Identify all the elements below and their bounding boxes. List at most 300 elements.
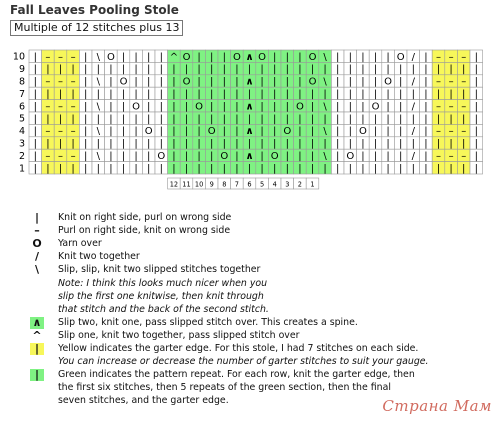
- chart-stitch-symbol: |: [96, 163, 100, 175]
- chart-stitch-symbol: |: [436, 89, 441, 100]
- chart-stitch-symbol: –: [461, 151, 467, 162]
- chart-stitch-symbol: –: [45, 151, 51, 162]
- chart-stitch-symbol: |: [411, 138, 415, 150]
- chart-stitch-symbol: |: [235, 138, 239, 150]
- chart-stitch-symbol: |: [298, 126, 302, 138]
- chart-stitch-symbol: O: [119, 76, 128, 88]
- chart-stitch-symbol: |: [33, 51, 37, 63]
- row-number: 9: [18, 64, 25, 76]
- chart-stitch-symbol: O: [308, 51, 317, 63]
- chart-stitch-symbol: |: [336, 163, 340, 175]
- column-number: 2: [297, 180, 303, 189]
- chart-stitch-symbol: |: [134, 76, 138, 88]
- chart-stitch-symbol: |: [235, 151, 239, 162]
- column-number: 4: [272, 180, 277, 189]
- chart-stitch-symbol: \: [323, 51, 327, 63]
- chart-stitch-symbol: |: [121, 64, 126, 76]
- chart-stitch-symbol: |: [109, 101, 113, 113]
- chart-stitch-symbol: |: [184, 138, 189, 150]
- chart-stitch-symbol: |: [210, 151, 214, 162]
- chart-stitch-symbol: O: [182, 76, 191, 88]
- legend-symbol: \: [34, 263, 40, 277]
- chart-stitch-symbol: |: [298, 64, 302, 76]
- chart-stitch-symbol: |: [147, 163, 151, 175]
- chart-stitch-symbol: –: [58, 76, 63, 88]
- chart-stitch-symbol: |: [247, 89, 252, 100]
- chart-stitch-symbol: |: [71, 64, 75, 76]
- chart-stitch-symbol: |: [147, 151, 151, 162]
- chart-stitch-symbol: \: [96, 151, 100, 162]
- chart-stitch-symbol: |: [121, 151, 126, 162]
- chart-stitch-symbol: |: [71, 89, 75, 100]
- column-number: 9: [209, 180, 214, 189]
- legend-symbol: –: [34, 224, 40, 238]
- chart-stitch-symbol: |: [210, 163, 214, 175]
- legend-text: that stitch and the back of the second stitch.: [58, 303, 269, 315]
- chart-stitch-symbol: ∧: [245, 101, 254, 113]
- chart-stitch-symbol: \: [96, 51, 100, 63]
- chart-stitch-symbol: |: [84, 101, 88, 113]
- legend-symbol: ^: [32, 328, 42, 342]
- legend-text: Knit two together: [58, 251, 140, 263]
- chart-stitch-symbol: |: [172, 64, 176, 76]
- chart-stitch-symbol: |: [436, 163, 441, 175]
- chart-stitch-symbol: |: [184, 89, 189, 100]
- legend-symbol: |: [30, 343, 44, 355]
- chart-stitch-symbol: |: [235, 163, 239, 175]
- chart-stitch-symbol: |: [121, 113, 126, 125]
- chart-stitch-symbol: |: [323, 163, 327, 175]
- chart-stitch-symbol: –: [461, 126, 467, 138]
- chart-stitch-symbol: |: [84, 64, 88, 76]
- chart-stitch-symbol: |: [285, 151, 289, 162]
- chart-stitch-symbol: |: [399, 113, 403, 125]
- legend-symbol: O: [32, 237, 42, 251]
- chart-stitch-symbol: |: [197, 151, 201, 162]
- chart-stitch-symbol: |: [210, 101, 214, 113]
- chart-stitch-symbol: |: [399, 126, 403, 138]
- chart-stitch-symbol: |: [147, 113, 151, 125]
- chart-stitch-symbol: |: [310, 64, 315, 76]
- chart-stitch-symbol: O: [371, 101, 380, 113]
- chart-stitch-symbol: |: [172, 101, 176, 113]
- chart-stitch-symbol: |: [172, 76, 176, 88]
- chart-stitch-symbol: \: [96, 126, 100, 138]
- chart-stitch-symbol: |: [399, 101, 403, 113]
- chart-stitch-symbol: –: [436, 76, 441, 88]
- chart-stitch-symbol: |: [386, 151, 390, 162]
- chart-stitch-symbol: –: [45, 76, 51, 88]
- chart-stitch-symbol: |: [134, 138, 138, 150]
- chart-stitch-symbol: O: [384, 76, 393, 88]
- chart-stitch-symbol: |: [197, 51, 201, 63]
- chart-stitch-symbol: |: [348, 64, 352, 76]
- chart-stitch-symbol: |: [273, 76, 277, 88]
- chart-stitch-symbol: O: [144, 126, 153, 138]
- chart-stitch-symbol: |: [134, 51, 138, 63]
- column-number: 3: [285, 180, 290, 189]
- chart-stitch-symbol: |: [361, 76, 365, 88]
- chart-stitch-symbol: |: [159, 126, 163, 138]
- chart-stitch-symbol: O: [258, 51, 267, 63]
- chart-stitch-symbol: |: [109, 76, 113, 88]
- chart-stitch-symbol: |: [424, 101, 428, 113]
- row-number: 2: [18, 150, 25, 162]
- chart-stitch-symbol: |: [222, 126, 226, 138]
- chart-stitch-symbol: |: [298, 163, 302, 175]
- chart-stitch-symbol: O: [132, 101, 141, 113]
- legend-text: You can increase or decrease the number of garter stitches to suit your gauge.: [58, 356, 429, 368]
- chart-stitch-symbol: –: [58, 151, 63, 162]
- chart-stitch-symbol: |: [361, 101, 365, 113]
- chart-stitch-symbol: |: [159, 101, 163, 113]
- chart-stitch-symbol: |: [235, 126, 239, 138]
- chart-stitch-symbol: |: [310, 113, 315, 125]
- chart-stitch-symbol: |: [109, 89, 113, 100]
- row-number: 10: [12, 51, 25, 63]
- chart-stitch-symbol: |: [361, 64, 365, 76]
- chart-stitch-symbol: |: [386, 138, 390, 150]
- chart-stitch-symbol: |: [399, 138, 403, 150]
- chart-stitch-symbol: |: [84, 76, 88, 88]
- chart-stitch-symbol: |: [285, 51, 289, 63]
- legend-text: slip the first one knitwise, then knit through: [58, 290, 264, 302]
- chart-stitch-symbol: |: [260, 151, 264, 162]
- chart-stitch-symbol: |: [172, 151, 176, 162]
- legend-text: Yarn over: [58, 238, 102, 250]
- chart-stitch-symbol: |: [121, 163, 126, 175]
- chart-stitch-symbol: O: [346, 151, 355, 162]
- chart-stitch-symbol: |: [336, 76, 340, 88]
- chart-stitch-symbol: |: [46, 89, 50, 100]
- chart-stitch-symbol: |: [222, 89, 226, 100]
- chart-stitch-symbol: |: [386, 89, 390, 100]
- chart-stitch-symbol: |: [285, 163, 289, 175]
- chart-stitch-symbol: |: [399, 163, 403, 175]
- chart-stitch-symbol: |: [348, 101, 352, 113]
- chart-stitch-symbol: |: [336, 64, 340, 76]
- chart-stitch-symbol: |: [361, 51, 365, 63]
- chart-stitch-symbol: O: [283, 126, 292, 138]
- chart-stitch-symbol: |: [323, 113, 327, 125]
- chart-stitch-symbol: |: [424, 163, 428, 175]
- chart-stitch-symbol: O: [157, 151, 166, 162]
- chart-stitch-symbol: |: [474, 51, 478, 63]
- column-number: 8: [222, 180, 227, 189]
- chart-stitch-symbol: |: [386, 101, 390, 113]
- chart-stitch-symbol: |: [235, 64, 239, 76]
- chart-stitch-symbol: |: [222, 113, 226, 125]
- chart-stitch-symbol: \: [96, 101, 100, 113]
- chart-stitch-symbol: |: [222, 51, 226, 63]
- chart-stitch-symbol: |: [172, 163, 176, 175]
- chart-stitch-symbol: |: [260, 64, 264, 76]
- chart-stitch-symbol: |: [247, 113, 252, 125]
- chart-stitch-symbol: –: [448, 101, 454, 113]
- chart-stitch-symbol: |: [273, 64, 277, 76]
- chart-stitch-symbol: |: [361, 138, 365, 150]
- chart-stitch-symbol: |: [172, 113, 176, 125]
- chart-stitch-symbol: |: [134, 113, 138, 125]
- chart-stitch-symbol: –: [448, 151, 454, 162]
- chart-stitch-symbol: |: [336, 113, 340, 125]
- chart-stitch-symbol: |: [210, 113, 214, 125]
- chart-stitch-symbol: |: [310, 101, 315, 113]
- chart-stitch-symbol: |: [336, 138, 340, 150]
- chart-stitch-symbol: –: [436, 126, 441, 138]
- chart-stitch-symbol: |: [235, 89, 239, 100]
- chart-stitch-symbol: –: [448, 51, 454, 63]
- chart-stitch-symbol: O: [232, 51, 241, 63]
- chart-stitch-symbol: |: [285, 64, 289, 76]
- chart-stitch-symbol: |: [134, 151, 138, 162]
- chart-stitch-symbol: –: [436, 51, 441, 63]
- chart-stitch-symbol: |: [462, 138, 466, 150]
- chart-stitch-symbol: |: [172, 138, 176, 150]
- row-number: 8: [18, 76, 25, 88]
- chart-stitch-symbol: |: [159, 64, 163, 76]
- chart-stitch-symbol: ∧: [245, 151, 254, 162]
- chart-stitch-symbol: |: [121, 138, 126, 150]
- chart-stitch-symbol: |: [273, 89, 277, 100]
- chart-stitch-symbol: |: [134, 89, 138, 100]
- chart-stitch-symbol: |: [46, 64, 50, 76]
- chart-stitch-symbol: O: [358, 126, 367, 138]
- chart-stitch-symbol: |: [424, 138, 428, 150]
- chart-stitch-symbol: –: [45, 101, 51, 113]
- chart-stitch-symbol: |: [373, 64, 378, 76]
- chart-stitch-symbol: |: [424, 64, 428, 76]
- row-number: 5: [18, 113, 25, 125]
- chart-stitch-symbol: |: [33, 101, 37, 113]
- chart-stitch-symbol: |: [33, 76, 37, 88]
- chart-stitch-symbol: |: [462, 113, 466, 125]
- chart-stitch-symbol: |: [436, 64, 441, 76]
- chart-stitch-symbol: |: [58, 163, 63, 175]
- chart-stitch-symbol: |: [386, 163, 390, 175]
- chart-stitch-symbol: |: [109, 126, 113, 138]
- chart-stitch-symbol: |: [46, 113, 50, 125]
- chart-stitch-symbol: O: [220, 151, 229, 162]
- chart-stitch-symbol: |: [84, 126, 88, 138]
- chart-stitch-symbol: |: [58, 64, 63, 76]
- chart-stitch-symbol: |: [235, 76, 239, 88]
- chart-stitch-symbol: |: [462, 163, 466, 175]
- chart-stitch-symbol: |: [184, 101, 189, 113]
- chart-stitch-symbol: –: [461, 76, 467, 88]
- chart-stitch-symbol: |: [33, 64, 37, 76]
- chart-stitch-symbol: |: [336, 89, 340, 100]
- chart-stitch-symbol: |: [46, 163, 50, 175]
- chart-stitch-symbol: |: [210, 138, 214, 150]
- chart-stitch-symbol: |: [348, 138, 352, 150]
- chart-stitch-symbol: |: [310, 163, 315, 175]
- chart-stitch-symbol: /: [411, 151, 415, 162]
- chart-stitch-symbol: |: [147, 76, 151, 88]
- chart-stitch-symbol: |: [33, 163, 37, 175]
- chart-stitch-symbol: |: [399, 76, 403, 88]
- chart-stitch-symbol: –: [70, 76, 76, 88]
- chart-stitch-symbol: |: [336, 101, 340, 113]
- chart-stitch-symbol: –: [45, 51, 51, 63]
- chart-stitch-symbol: |: [147, 138, 151, 150]
- chart-stitch-symbol: |: [260, 89, 264, 100]
- chart-stitch-symbol: |: [285, 138, 289, 150]
- chart-stitch-symbol: |: [260, 163, 264, 175]
- chart-stitch-symbol: ∧: [245, 126, 254, 138]
- column-number: 11: [182, 180, 191, 189]
- chart-stitch-symbol: |: [33, 151, 37, 162]
- legend-text: Yellow indicates the garter edge. For this stole, I had 7 stitches on each side.: [58, 343, 419, 354]
- knitting-chart: [0, 0, 500, 205]
- chart-stitch-symbol: |: [33, 89, 37, 100]
- chart-stitch-symbol: |: [386, 51, 390, 63]
- chart-stitch-symbol: |: [424, 76, 428, 88]
- chart-stitch-symbol: /: [411, 101, 415, 113]
- chart-stitch-symbol: |: [33, 138, 37, 150]
- chart-stitch-symbol: O: [308, 76, 317, 88]
- legend-text: Purl on right side, knit on wrong side: [58, 225, 231, 237]
- chart-stitch-symbol: |: [184, 126, 189, 138]
- chart-stitch-symbol: |: [71, 113, 75, 125]
- legend-symbol: |: [34, 211, 40, 224]
- chart-stitch-symbol: \: [323, 101, 327, 113]
- chart-stitch-symbol: |: [273, 51, 277, 63]
- legend-text: Green indicates the pattern repeat. For each row, knit the garter edge, then: [58, 369, 415, 381]
- row-number: 3: [18, 138, 25, 150]
- chart-stitch-symbol: |: [424, 51, 428, 63]
- chart-stitch-symbol: |: [210, 64, 214, 76]
- chart-stitch-symbol: /: [411, 51, 415, 63]
- chart-stitch-symbol: |: [273, 138, 277, 150]
- chart-stitch-symbol: |: [147, 89, 151, 100]
- chart-stitch-symbol: |: [285, 89, 289, 100]
- chart-stitch-symbol: |: [84, 89, 88, 100]
- chart-stitch-symbol: ∧: [245, 76, 254, 88]
- chart-stitch-symbol: |: [373, 138, 378, 150]
- chart-stitch-symbol: |: [222, 138, 226, 150]
- chart-stitch-symbol: |: [386, 64, 390, 76]
- chart-stitch-symbol: |: [474, 76, 478, 88]
- chart-stitch-symbol: |: [273, 113, 277, 125]
- legend-text: Note: I think this looks much nicer when you: [58, 277, 268, 289]
- chart-stitch-symbol: |: [197, 76, 201, 88]
- chart-stitch-symbol: |: [373, 163, 378, 175]
- chart-stitch-symbol: |: [474, 126, 478, 138]
- chart-stitch-symbol: |: [84, 113, 88, 125]
- chart-stitch-symbol: |: [436, 138, 441, 150]
- chart-stitch-symbol: |: [197, 126, 201, 138]
- chart-stitch-symbol: |: [411, 89, 415, 100]
- chart-stitch-symbol: ∧: [245, 51, 254, 63]
- chart-stitch-symbol: |: [310, 126, 315, 138]
- chart-stitch-symbol: –: [461, 101, 467, 113]
- chart-stitch-symbol: |: [260, 76, 264, 88]
- chart-stitch-symbol: O: [182, 51, 191, 63]
- chart-stitch-symbol: |: [424, 113, 428, 125]
- chart-stitch-symbol: |: [373, 51, 378, 63]
- chart-stitch-symbol: |: [197, 113, 201, 125]
- chart-stitch-symbol: |: [348, 113, 352, 125]
- chart-stitch-symbol: |: [197, 163, 201, 175]
- chart-stitch-symbol: |: [96, 113, 100, 125]
- chart-stitch-symbol: O: [106, 51, 115, 63]
- chart-stitch-symbol: |: [373, 76, 378, 88]
- column-number: 12: [169, 180, 179, 189]
- chart-stitch-symbol: /: [411, 126, 415, 138]
- chart-stitch-symbol: –: [58, 51, 63, 63]
- chart-stitch-symbol: –: [70, 126, 76, 138]
- legend-text: Slip, slip, knit two slipped stitches together: [58, 264, 261, 276]
- chart-stitch-symbol: |: [373, 126, 378, 138]
- chart-stitch-symbol: |: [361, 89, 365, 100]
- row-number: 1: [18, 163, 25, 175]
- chart-stitch-symbol: |: [449, 89, 453, 100]
- chart-stitch-symbol: |: [197, 64, 201, 76]
- chart-stitch-symbol: |: [159, 163, 163, 175]
- chart-stitch-symbol: |: [134, 163, 138, 175]
- chart-stitch-symbol: \: [323, 151, 327, 162]
- chart-stitch-symbol: |: [172, 89, 176, 100]
- chart-stitch-symbol: |: [84, 163, 88, 175]
- chart-stitch-symbol: –: [448, 76, 454, 88]
- chart-stitch-symbol: |: [348, 163, 352, 175]
- chart-stitch-symbol: |: [210, 89, 214, 100]
- chart-stitch-symbol: |: [96, 89, 100, 100]
- chart-stitch-symbol: |: [298, 113, 302, 125]
- chart-stitch-symbol: |: [197, 89, 201, 100]
- chart-stitch-symbol: |: [474, 138, 478, 150]
- chart-stitch-symbol: |: [424, 126, 428, 138]
- chart-stitch-symbol: |: [348, 51, 352, 63]
- chart-stitch-symbol: |: [436, 113, 441, 125]
- column-number: 6: [247, 180, 252, 189]
- chart-stitch-symbol: |: [298, 76, 302, 88]
- chart-stitch-symbol: |: [58, 113, 63, 125]
- chart-stitch-symbol: |: [235, 113, 239, 125]
- chart-stitch-symbol: |: [411, 113, 415, 125]
- watermark: Страна Мам: [382, 397, 492, 415]
- chart-stitch-symbol: |: [260, 126, 264, 138]
- legend-text: Slip one, knit two together, pass slipped stitch over: [58, 329, 300, 341]
- chart-stitch-symbol: |: [109, 64, 113, 76]
- chart-stitch-symbol: O: [207, 126, 216, 138]
- column-number: 5: [259, 180, 265, 189]
- legend-text: seven stitches, and the garter edge.: [58, 395, 229, 407]
- chart-stitch-symbol: |: [33, 113, 37, 125]
- legend-text: Slip two, knit one, pass slipped stitch over. This creates a spine.: [58, 316, 358, 328]
- chart-stitch-symbol: –: [58, 101, 63, 113]
- chart-stitch-symbol: |: [109, 138, 113, 150]
- chart-stitch-symbol: |: [159, 51, 163, 63]
- chart-stitch-symbol: |: [310, 151, 315, 162]
- chart-stitch-symbol: |: [399, 151, 403, 162]
- chart-stitch-symbol: –: [461, 51, 467, 63]
- chart-stitch-symbol: |: [109, 163, 113, 175]
- chart-stitch-symbol: |: [147, 51, 151, 63]
- chart-stitch-symbol: |: [474, 101, 478, 113]
- chart-stitch-symbol: |: [210, 51, 214, 63]
- column-number: 1: [310, 180, 315, 189]
- chart-stitch-symbol: |: [260, 101, 264, 113]
- chart-stitch-symbol: |: [247, 64, 252, 76]
- chart-stitch-symbol: |: [273, 101, 277, 113]
- chart-stitch-symbol: |: [247, 163, 252, 175]
- chart-stitch-symbol: |: [449, 138, 453, 150]
- chart-stitch-symbol: |: [222, 101, 226, 113]
- chart-stitch-symbol: –: [70, 101, 76, 113]
- chart-stitch-symbol: \: [96, 76, 100, 88]
